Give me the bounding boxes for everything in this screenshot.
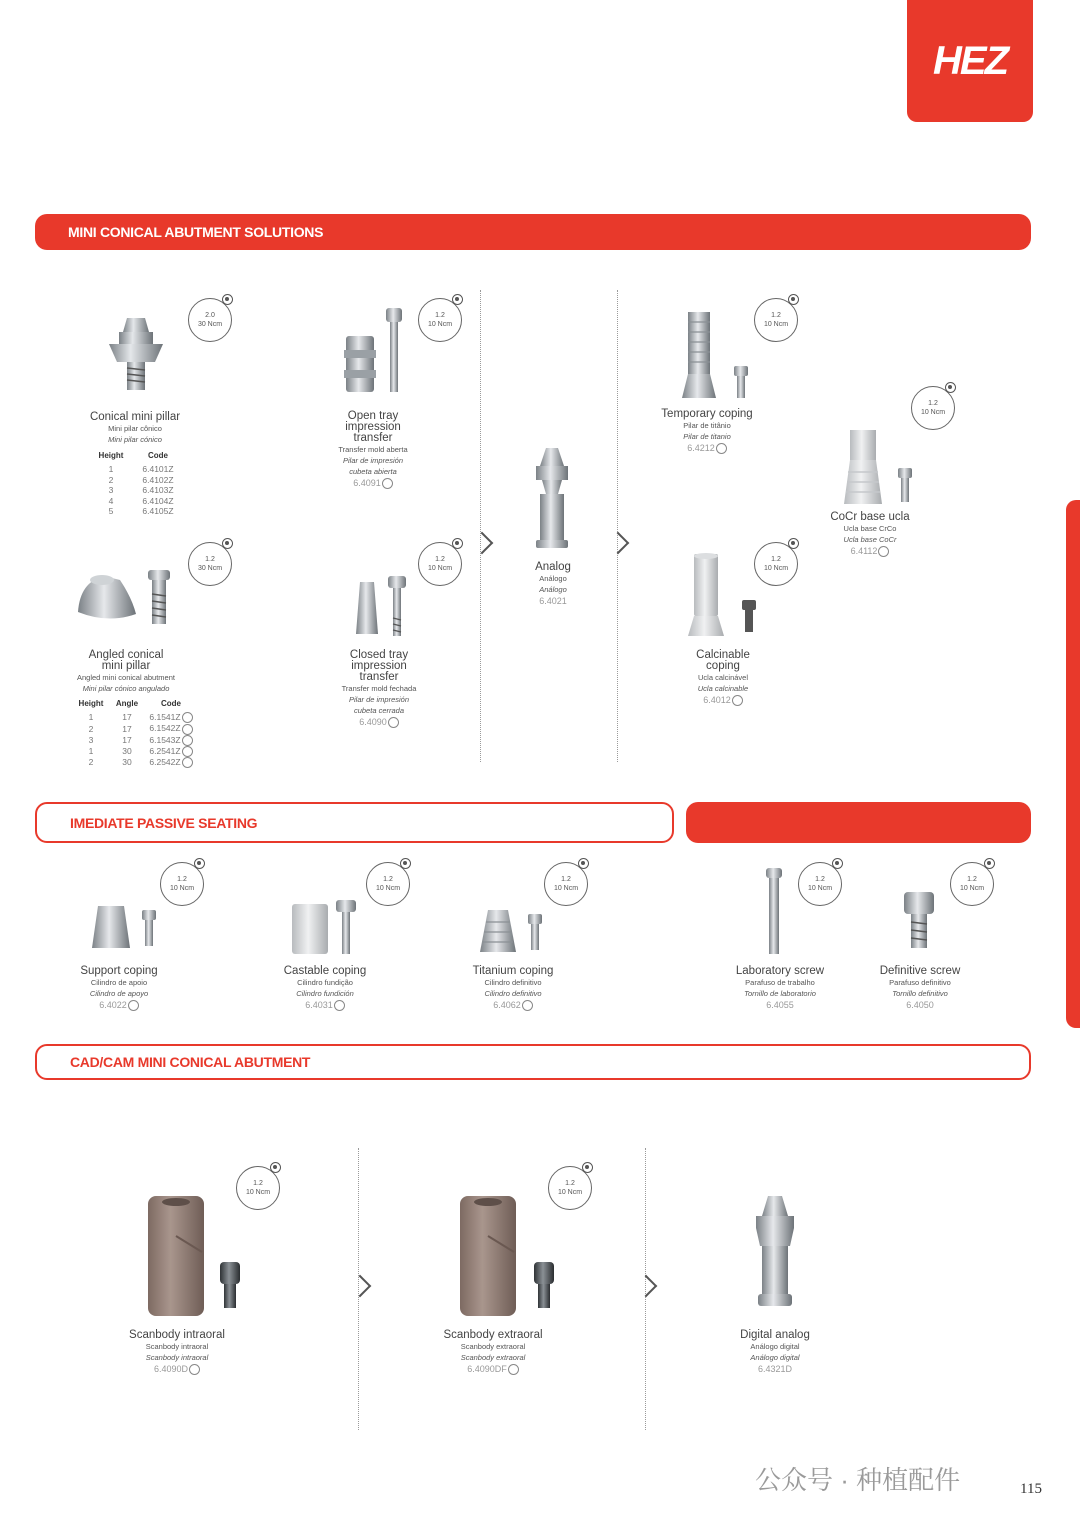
definitive-screw-image xyxy=(902,890,936,952)
open-tray-image xyxy=(342,306,414,398)
section-bar-cadcam xyxy=(35,1044,1031,1080)
calcinable-image xyxy=(686,552,762,638)
product-open-tray: Open tray impression transfer Transfer mold aberta Pilar de impresión cubeta abierta 6.4091 xyxy=(338,410,408,488)
product-support-coping: Support coping Cilindro de apoio Cilindro de apoyo 6.4022 xyxy=(80,965,158,1010)
product-closed-tray: Closed tray impression transfer Transfer mold fechada Pilar de impresión cubeta cerrada 6.4090 xyxy=(341,649,417,727)
temporary-coping-image xyxy=(680,310,752,402)
torque-badge: 1.2 10 Ncm xyxy=(160,862,204,906)
product-cocr-ucla: CoCr base ucla Ucla base CrCo Ucla base CoCr 6.4112 xyxy=(830,511,910,556)
scanbody-extraoral-image xyxy=(456,1194,558,1320)
product-angled-conical: Angled conical mini pillar Angled mini conical abutment Mini pilar cónico angulado xyxy=(77,649,175,693)
chevron-right-icon xyxy=(471,532,494,555)
torque-badge: 1.2 10 Ncm xyxy=(236,1166,280,1210)
product-definitive-screw: Definitive screw Parafuso definitivo Tornillo definitivo 6.4050 xyxy=(879,965,961,1010)
torque-badge: 1.2 10 Ncm xyxy=(548,1166,592,1210)
chevron-right-icon xyxy=(349,1275,372,1298)
section-bar-mini-conical xyxy=(35,214,1031,250)
section-bar-passive xyxy=(35,802,674,843)
product-calcinable: Calcinable coping Ucla calcinável Ucla calcinable 6.4012 xyxy=(696,649,750,705)
torque-badge: 1.2 10 Ncm xyxy=(418,542,462,586)
product-scanbody-extraoral: Scanbody extraoral Scanbody extraoral Scanbody extraoral 6.4090DF xyxy=(443,1329,543,1374)
torque-badge: 1.2 10 Ncm xyxy=(754,542,798,586)
side-tab xyxy=(1066,500,1080,1028)
closed-tray-image xyxy=(352,574,414,640)
brand-logo: HEZ xyxy=(907,0,1033,122)
chevron-right-icon xyxy=(635,1275,658,1298)
product-titanium-coping: Titanium coping Cilindro definitivo Cilindro definitivo 6.4062 xyxy=(472,965,554,1010)
torque-badge: 1.2 10 Ncm xyxy=(366,862,410,906)
section-bar-blank xyxy=(686,802,1031,843)
digital-analog-image xyxy=(748,1192,802,1312)
torque-badge: 1.2 30 Ncm xyxy=(188,542,232,586)
section-title: IMEDIATE PASSIVE SEATING xyxy=(70,814,258,831)
product-laboratory-screw: Laboratory screw Parafuso de trabalho Tornillo de laboratorio 6.4055 xyxy=(735,965,825,1010)
torque-badge: 1.2 10 Ncm xyxy=(418,298,462,342)
page-number: 115 xyxy=(1020,1481,1042,1497)
watermark: 公众号 · 种植配件 xyxy=(755,1465,961,1495)
torque-badge: 2.0 30 Ncm xyxy=(188,298,232,342)
conical-mini-pillar-image xyxy=(105,312,167,394)
separator xyxy=(617,290,618,762)
titanium-coping-image xyxy=(478,906,548,956)
chevron-right-icon xyxy=(607,532,630,555)
conical-mini-pillar-table: Height Code 1 6.4101Z 2 6.4102Z 3 6.4103Z 4 6.4104Z 5 6.4105Z xyxy=(98,451,174,516)
support-coping-image xyxy=(90,902,160,952)
laboratory-screw-image xyxy=(762,866,786,956)
angled-conical-image xyxy=(74,568,179,630)
section-title: MINI CONICAL ABUTMENT SOLUTIONS xyxy=(68,224,324,240)
product-temporary-coping: Temporary coping Pilar de titânio Pilar de titanio 6.4212 xyxy=(661,408,753,453)
section-title: CAD/CAM MINI CONICAL ABUTMENT xyxy=(70,1054,311,1070)
castable-coping-image xyxy=(290,898,362,958)
torque-badge: 1.2 10 Ncm xyxy=(544,862,588,906)
separator xyxy=(480,290,481,762)
torque-badge: 1.2 10 Ncm xyxy=(798,862,842,906)
product-castable-coping: Castable coping Cilindro fundição Cilindro fundición 6.4031 xyxy=(283,965,367,1010)
angled-conical-table: Height Angle Code 1 17 6.1541Z 2 17 6.1542Z 3 17 6.1543Z 1 30 6.2541Z 2 30 6.2542Z xyxy=(74,699,196,768)
torque-badge: 1.2 10 Ncm xyxy=(911,386,955,430)
product-scanbody-intraoral: Scanbody intraoral Scanbody intraoral Scanbody intraoral 6.4090D xyxy=(129,1329,225,1374)
torque-badge: 1.2 10 Ncm xyxy=(950,862,994,906)
product-conical-mini-pillar: Conical mini pillar Mini pilar cônico Mini pilar cónico xyxy=(89,411,181,444)
product-analog: Analog Análogo Análogo 6.4021 xyxy=(535,561,571,606)
product-digital-analog: Digital analog Análogo digital Análogo digital 6.4321D xyxy=(740,1329,810,1374)
analog-image xyxy=(528,444,576,554)
torque-badge: 1.2 10 Ncm xyxy=(754,298,798,342)
cocr-ucla-image xyxy=(842,428,918,508)
scanbody-intraoral-image xyxy=(144,1194,246,1320)
